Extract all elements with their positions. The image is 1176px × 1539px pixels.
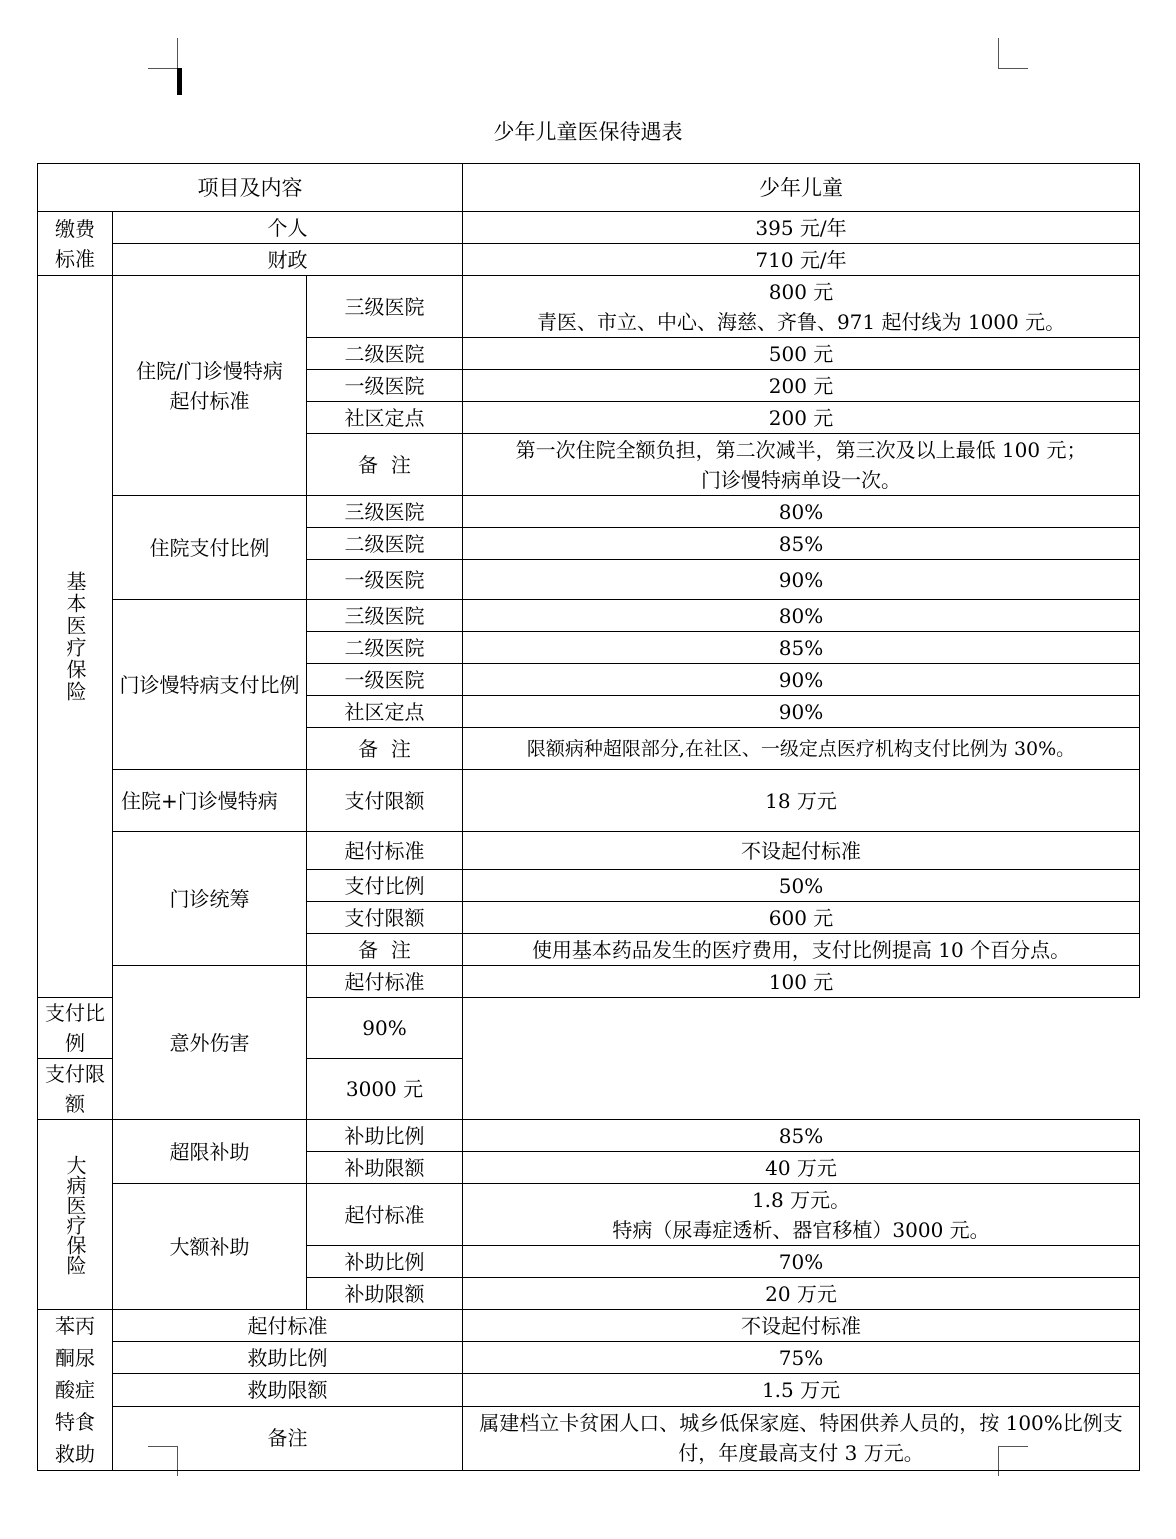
table-row — [38, 1310, 1140, 1342]
cell-value: 80% — [463, 496, 1140, 528]
table-row — [38, 600, 1140, 632]
crop-mark-top-right — [998, 68, 1028, 69]
cell-label: 支付比例 — [307, 870, 463, 902]
text-cursor[interactable] — [177, 68, 182, 95]
cell-label: 财政 — [113, 244, 463, 276]
table-row — [38, 1342, 1140, 1374]
cell-label: 社区定点 — [307, 402, 463, 434]
cell-label: 备注 — [113, 1406, 463, 1470]
cell-value: 200 元 — [463, 402, 1140, 434]
table-row — [38, 770, 1140, 832]
cell-value: 3000 元 — [307, 1059, 463, 1120]
cell-label: 三级医院 — [307, 276, 463, 338]
table-row — [38, 244, 1140, 276]
cell-label: 二级医院 — [307, 632, 463, 664]
cell-label: 备 注 — [307, 434, 463, 496]
cell-label: 社区定点 — [307, 696, 463, 728]
cell-label: 起付标准 — [307, 966, 463, 998]
cell-value: 1.8 万元。 特病（尿毒症透析、器官移植）3000 元。 — [463, 1184, 1140, 1246]
cell-label: 起付标准 — [307, 1184, 463, 1246]
section-label: 门诊慢特病支付比例 — [113, 600, 307, 770]
section-label: 门诊统筹 — [113, 832, 307, 966]
basic-insurance-label: 基本医疗保险 — [38, 276, 113, 998]
cell-value: 50% — [463, 870, 1140, 902]
cell-label: 补助比例 — [307, 1120, 463, 1152]
cell-value: 18 万元 — [463, 770, 1140, 832]
cell-label: 支付限额 — [38, 1059, 113, 1120]
cell-value: 40 万元 — [463, 1152, 1140, 1184]
cell-label: 支付限额 — [307, 902, 463, 934]
cell-value: 500 元 — [463, 338, 1140, 370]
cell-label: 救助比例 — [113, 1342, 463, 1374]
cell-label: 补助比例 — [307, 1246, 463, 1278]
cell-value: 600 元 — [463, 902, 1140, 934]
cell-label: 二级医院 — [307, 528, 463, 560]
cell-value: 20 万元 — [463, 1278, 1140, 1310]
cell-label: 一级医院 — [307, 664, 463, 696]
crop-mark-top-right — [998, 38, 999, 68]
section-label: 大额补助 — [113, 1184, 307, 1310]
cell-label: 个人 — [113, 212, 463, 244]
pku-label: 苯丙酮尿酸症特食救助 — [38, 1310, 113, 1471]
cell-value: 710 元/年 — [463, 244, 1140, 276]
cell-value: 100 元 — [463, 966, 1140, 998]
table-row — [38, 276, 1140, 338]
table-row — [38, 832, 1140, 870]
cell-value: 85% — [463, 632, 1140, 664]
cell-value: 第一次住院全额负担，第二次减半，第三次及以上最低 100 元； 门诊慢特病单设一次。 — [463, 434, 1140, 496]
cell-label: 备 注 — [307, 728, 463, 770]
header-item: 项目及内容 — [38, 164, 463, 212]
table-row — [38, 1374, 1140, 1406]
section-label: 住院支付比例 — [113, 496, 307, 600]
table-row — [38, 496, 1140, 528]
cell-value: 不设起付标准 — [463, 832, 1140, 870]
table-row — [38, 1406, 1140, 1470]
page-title: 少年儿童医保待遇表 — [493, 120, 683, 144]
cell-value: 限额病种超限部分,在社区、一级定点医疗机构支付比例为 30%。 — [463, 728, 1140, 770]
section-label: 住院+门诊慢特病 — [113, 770, 307, 832]
cell-value: 800 元 青医、市立、中心、海慈、齐鲁、971 起付线为 1000 元。 — [463, 276, 1140, 338]
cell-label: 备 注 — [307, 934, 463, 966]
cell-value: 使用基本药品发生的医疗费用，支付比例提高 10 个百分点。 — [463, 934, 1140, 966]
cell-value: 395 元/年 — [463, 212, 1140, 244]
section-label: 住院/门诊慢特病起付标准 — [113, 276, 307, 496]
cell-value: 属建档立卡贫困人口、城乡低保家庭、特困供养人员的，按 100%比例支付，年度最高支付 3 万元。 — [463, 1406, 1140, 1470]
header-group: 少年儿童 — [463, 164, 1140, 212]
cell-label: 支付限额 — [307, 770, 463, 832]
cell-value: 200 元 — [463, 370, 1140, 402]
cell-value: 70% — [463, 1246, 1140, 1278]
cell-value: 90% — [463, 560, 1140, 600]
section-label: 意外伤害 — [113, 966, 307, 1120]
cell-value: 90% — [463, 696, 1140, 728]
table-header-row — [38, 164, 1140, 212]
crop-mark-top-left — [177, 38, 178, 68]
cell-label: 起付标准 — [113, 1310, 463, 1342]
cell-value: 90% — [463, 664, 1140, 696]
serious-insurance-label: 大病医疗保险 — [38, 1120, 113, 1310]
table-row — [38, 1120, 1140, 1152]
cell-label: 补助限额 — [307, 1278, 463, 1310]
cell-label: 三级医院 — [307, 496, 463, 528]
cell-label: 补助限额 — [307, 1152, 463, 1184]
cell-value: 不设起付标准 — [463, 1310, 1140, 1342]
cell-value: 85% — [463, 1120, 1140, 1152]
benefit-table — [37, 163, 1140, 1471]
section-label: 超限补助 — [113, 1120, 307, 1184]
cell-label: 起付标准 — [307, 832, 463, 870]
cell-label: 二级医院 — [307, 338, 463, 370]
table-row — [38, 1184, 1140, 1246]
cell-value: 85% — [463, 528, 1140, 560]
contribution-label: 缴费标准 — [38, 212, 113, 276]
cell-value: 90% — [307, 998, 463, 1059]
table-row — [38, 966, 1140, 998]
crop-mark-top-left — [148, 68, 178, 69]
cell-value: 1.5 万元 — [463, 1374, 1140, 1406]
cell-label: 三级医院 — [307, 600, 463, 632]
cell-label: 支付比例 — [38, 998, 113, 1059]
cell-label: 救助限额 — [113, 1374, 463, 1406]
cell-label: 一级医院 — [307, 370, 463, 402]
cell-label: 一级医院 — [307, 560, 463, 600]
cell-value: 75% — [463, 1342, 1140, 1374]
table-row — [38, 212, 1140, 244]
cell-value: 80% — [463, 600, 1140, 632]
